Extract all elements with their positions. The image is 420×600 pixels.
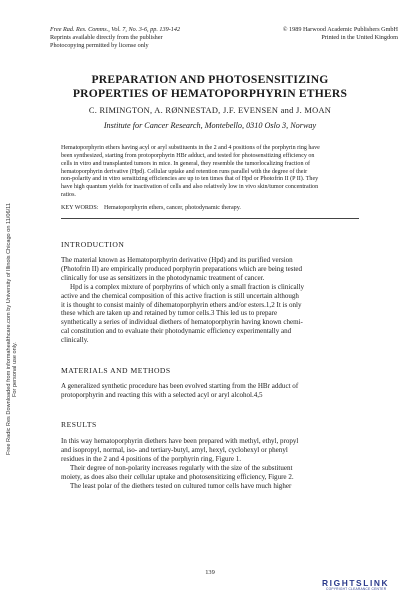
methods-body: [61, 382, 359, 400]
watermark-text: [6, 203, 19, 455]
title-line: PROPERTIES OF HEMATOPORPHYRIN ETHERS: [72, 86, 348, 100]
text-line: it is thought to consist mainly of dihematoporphyrin ethers and/or esters.1,2 It is only: [61, 300, 302, 309]
section-heading-introduction: INTRODUCTION: [61, 240, 125, 249]
logo-wordmark: RIGHTSLINK: [322, 578, 390, 588]
text-line: active and the chemical composition of this active fraction is still uncertain although: [61, 291, 299, 300]
text-line: and isopropyl, normal, iso- and tertiary-butyl, amyl, hexyl, cyclohexyl or phenyl: [61, 445, 288, 454]
text-line: A generalized synthetic procedure has been evolved starting from the HBr adduct of: [61, 382, 299, 390]
affiliation: Institute for Cancer Research, Montebello, 0310 Oslo 3, Norway: [103, 121, 317, 130]
text-line: In this way hematoporphyrin diethers have been prepared with methyl, ethyl, propyl: [61, 437, 299, 445]
citation-block: [50, 26, 240, 50]
results-body: [61, 437, 359, 490]
text-line: residues in the 2 and 4 positions of the porphyrin ring, Figure 1.: [61, 454, 242, 463]
article-title: [40, 73, 380, 100]
text-line: cal constitution and to evaluate their photodynamic efficiency experimentally and: [61, 327, 292, 336]
paragraph: [61, 464, 359, 491]
paragraph: [61, 382, 359, 400]
text-line: Hpd is a complex mixture of porphyrins of which only a small fraction is clinically: [70, 282, 305, 291]
text-line: The material known as Hematoporphyrin derivative (Hpd) and its purified version: [61, 256, 293, 264]
text-line: these which are taken up and retained by tumor cells.3 This led us to prepare: [61, 309, 278, 318]
citation-line: Reprints available directly from the publisher: [50, 34, 163, 41]
abstract: [61, 145, 359, 200]
logo-tagline: COPYRIGHT CLEARANCE CENTER: [326, 587, 387, 591]
text-line: protoporphyrin and reacting this with a selected acyl or aryl alcohol.4,5: [61, 390, 263, 399]
abstract-divider: [61, 218, 359, 219]
abstract-line: hematoporphyrin derivative (Hpd). Cellular uptake and retention runs parallel with the degree of their: [61, 168, 308, 175]
copyright-line: © 1989 Harwood Academic Publishers GmbH: [282, 26, 398, 33]
citation-line: Free Rad. Res. Comms., Vol. 7, No. 3-6, pp. 139-142: [50, 26, 181, 33]
keywords-label: KEY WORDS:: [61, 205, 99, 211]
citation-line: Photocopying permitted by license only: [50, 42, 149, 49]
paragraph: [61, 437, 359, 464]
paragraph: [61, 283, 359, 345]
watermark-line: For personal use only.: [12, 342, 19, 397]
abstract-line: non-polarity and in vitro sensitizing efficiencies are up to ten times that of Hpd or Photofrin II (P II). They: [61, 176, 319, 183]
abstract-line: cells in vitro and transplanted tumors in mice. In general, they resemble the tumorlocalizing fraction of: [61, 160, 311, 167]
rightslink-logo[interactable]: [322, 578, 414, 592]
abstract-line: have high quantum yields for inactivation of cells and also relatively low in vivo skin/tumor concentration: [61, 184, 319, 191]
section-heading-results: RESULTS: [61, 420, 97, 429]
abstract-line: ratios.: [61, 192, 76, 199]
text-line: synthetically a series of individual diethers of hematoporphyrin having known chemi-: [61, 318, 303, 327]
text-line: Their degree of non-polarity increases regularly with the size of the substituent: [70, 463, 293, 472]
title-line: PREPARATION AND PHOTOSENSITIZING: [91, 73, 329, 86]
page-number: 139: [205, 569, 215, 576]
abstract-line: Hematoporphyrin ethers having acyl or aryl substituents in the 2 and 4 positions of the porphyrin ring have: [61, 145, 320, 151]
text-line: The least polar of the diethers tested on cultured tumor cells have much higher: [70, 481, 292, 490]
text-line: moiety, as does also their cellular uptake and photosensitizing efficiency, Figure 2.: [61, 472, 294, 481]
copyright-line: Printed in the United Kingdom: [321, 34, 398, 41]
copyright-block: [238, 26, 398, 42]
abstract-line: been synthesized, starting from protoporphyrin HBr adduct, and tested for photosensitizing efficiency on: [61, 152, 315, 159]
introduction-body: [61, 256, 359, 345]
watermark-line: Free Radic Res Downloaded from informahealthcare.com by University of Illinois Chicago on 11/06/11: [6, 203, 12, 455]
text-line: (Photofrin II) are empirically produced porphyrin preparations which are being tested: [61, 264, 303, 273]
keywords: [61, 205, 359, 211]
text-line: clinically.: [61, 336, 89, 345]
keywords-text: Hematoporphyrin ethers, cancer, photodynamic therapy.: [103, 205, 241, 211]
author-list: C. RIMINGTON, A. RØNNESTAD, J.F. EVENSEN and J. MOAN: [88, 106, 332, 115]
paragraph: [61, 256, 359, 283]
text-line: clinically for use as sensitizers in the photodynamic treatment of cancer.: [61, 273, 265, 282]
section-heading-methods: MATERIALS AND METHODS: [61, 366, 171, 375]
